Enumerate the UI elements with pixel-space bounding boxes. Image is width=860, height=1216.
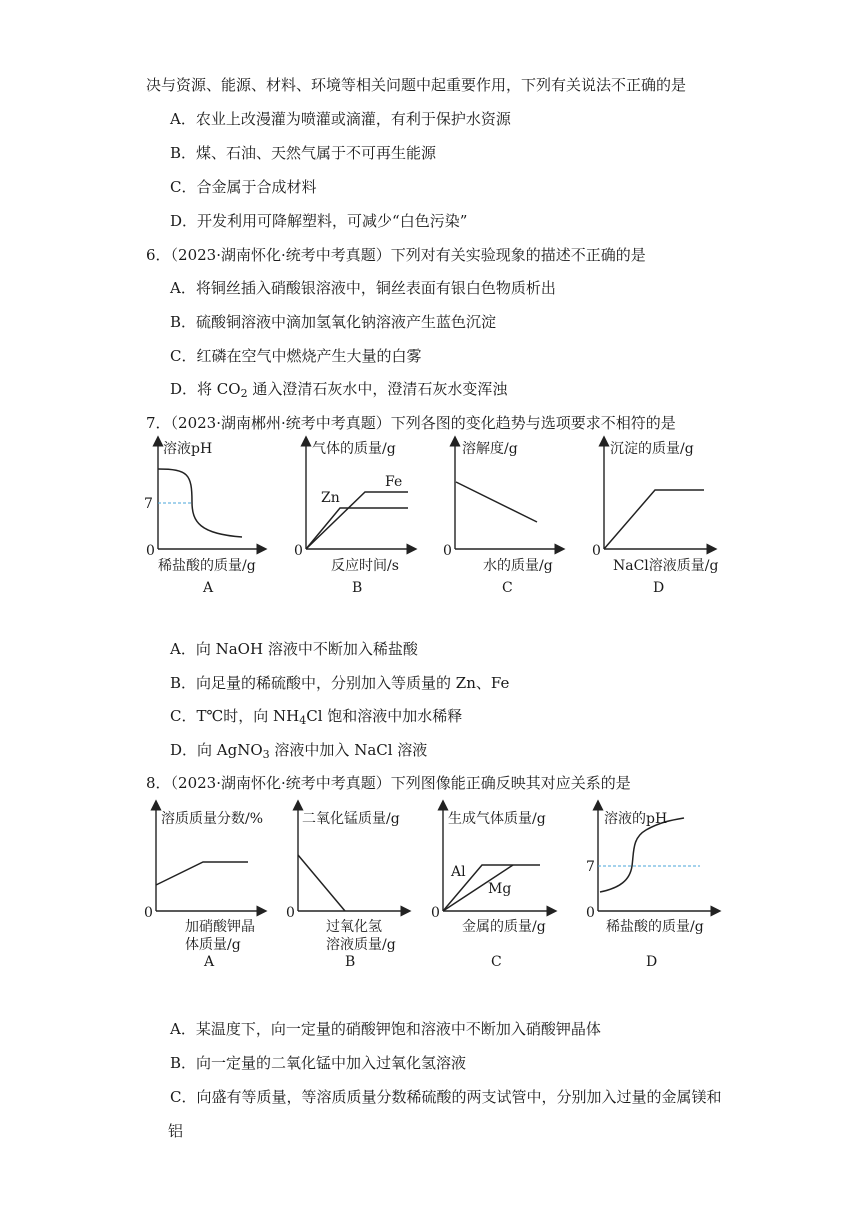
q8b-xlabel-line1: 过氧化氢 — [326, 919, 382, 935]
q7b-ylabel: 气体的质量/g — [312, 441, 396, 457]
q7d-ylabel: 沉淀的质量/g — [610, 441, 694, 457]
q8-option-b: B．向一定量的二氧化锰中加入过氧化氢溶液 — [170, 1054, 467, 1072]
q5-option-c: C．合金属于合成材料 — [170, 178, 317, 196]
q7a-xlabel: 稀盐酸的质量/g — [158, 558, 256, 574]
q8c-al-label: Al — [451, 864, 466, 880]
q7-option-c: C．T℃时，向 $NH_4Cl$ 饱和溶液中加水稀释 — [170, 707, 463, 727]
q7c-ylabel: 溶解度/g — [462, 441, 518, 457]
q7a-ylabel: 溶液pH — [163, 441, 213, 457]
q7b-caption: B — [352, 580, 363, 596]
q8b-origin: 0 — [286, 905, 295, 921]
q7b-origin: 0 — [294, 543, 303, 559]
q7b-fe-label: Fe — [385, 474, 403, 490]
q8b-xlabel-line2: 溶液质量/g — [326, 937, 396, 953]
q5-option-d: D．开发利用可降解塑料，可减少“白色污染” — [170, 212, 468, 230]
q7-graph-c — [443, 440, 560, 596]
q6-stem: 6．（2023·湖南怀化·统考中考真题）下列对有关实验现象的描述不正确的是 — [146, 246, 646, 264]
q8c-ylabel: 生成气体质量/g — [448, 811, 546, 827]
q7d-caption: D — [653, 580, 665, 596]
q8-graph-a — [144, 805, 263, 970]
q7d-xlabel: NaCl溶液质量/g — [613, 558, 719, 574]
q7-option-d: D．向 AgNO$_3$ 溶液中加入 NaCl 溶液 — [170, 741, 428, 761]
q8c-caption: C — [491, 954, 502, 970]
q8d-xlabel: 稀盐酸的质量/g — [606, 919, 704, 935]
q8a-xlabel-line1: 加硝酸钾晶 — [185, 919, 255, 935]
q5-option-b: B．煤、石油、天然气属于不可再生能源 — [170, 144, 437, 162]
q8-graph-b — [286, 805, 406, 970]
q8-stem: 8．（2023·湖南怀化·统考中考真题）下列图像能正确反映其对应关系的是 — [146, 774, 631, 792]
q7c-origin: 0 — [443, 543, 452, 559]
q5-stem: 决与资源、能源、材料、环境等相关问题中起重要作用，下列有关说法不正确的是 — [146, 76, 687, 94]
q7c-xlabel: 水的质量/g — [483, 558, 553, 574]
q8a-ylabel: 溶质质量分数/% — [161, 811, 264, 827]
q7b-xlabel: 反应时间/s — [331, 558, 399, 574]
q5-option-a: A．农业上改漫灌为喷灌或滴灌，有利于保护水资源 — [170, 110, 511, 128]
q6-option-a: A．将铜丝插入硝酸银溶液中，铜丝表面有银白色物质析出 — [170, 279, 556, 297]
q8-graph-d — [586, 805, 716, 970]
q8b-ylabel: 二氧化锰质量/g — [302, 811, 400, 827]
q8c-origin: 0 — [431, 905, 440, 921]
q8d-ylabel: 溶液的pH — [604, 811, 668, 827]
q8-graph-c — [431, 805, 552, 970]
q6-option-d: D．将 $CO_2$ 通入澄清石灰水中，澄清石灰水变浑浊 — [170, 380, 508, 400]
q7a-origin: 0 — [146, 543, 155, 559]
q7b-zn-label: Zn — [321, 490, 340, 506]
q8d-caption: D — [646, 954, 658, 970]
q7-graph-a — [144, 440, 262, 596]
q7-graph-b — [294, 440, 412, 596]
q7-option-a: A．向 NaOH 溶液中不断加入稀盐酸 — [170, 640, 418, 658]
q7-stem: 7．（2023·湖南郴州·统考中考真题）下列各图的变化趋势与选项要求不相符的是 — [146, 414, 676, 432]
q7a-tick-7: 7 — [144, 496, 153, 512]
q7d-origin: 0 — [592, 543, 601, 559]
q8a-origin: 0 — [144, 905, 153, 921]
q8b-caption: B — [345, 954, 356, 970]
q8-option-c-line1: C．向盛有等质量，等溶质质量分数稀硫酸的两支试管中，分别加入过量的金属镁和 — [170, 1088, 722, 1106]
q7a-caption: A — [203, 580, 214, 596]
q7-graph-d — [592, 441, 719, 596]
q8c-xlabel: 金属的质量/g — [462, 919, 546, 935]
q7c-caption: C — [502, 580, 513, 596]
q8a-xlabel-line2: 体质量/g — [185, 937, 241, 953]
q8-option-c-line2: 铝 — [168, 1122, 184, 1140]
q6-option-b: B．硫酸铜溶液中滴加氢氧化钠溶液产生蓝色沉淀 — [170, 313, 497, 331]
q8d-origin: 0 — [586, 905, 595, 921]
q8d-tick-7: 7 — [586, 859, 595, 875]
q8c-mg-label: Mg — [488, 881, 512, 897]
q7-option-b: B．向足量的稀硫酸中，分别加入等质量的 Zn、Fe — [170, 674, 510, 692]
q6-option-c: C．红磷在空气中燃烧产生大量的白雾 — [170, 347, 422, 365]
q8-option-a: A．某温度下，向一定量的硝酸钾饱和溶液中不断加入硝酸钾晶体 — [170, 1020, 601, 1038]
q8a-caption: A — [204, 954, 215, 970]
